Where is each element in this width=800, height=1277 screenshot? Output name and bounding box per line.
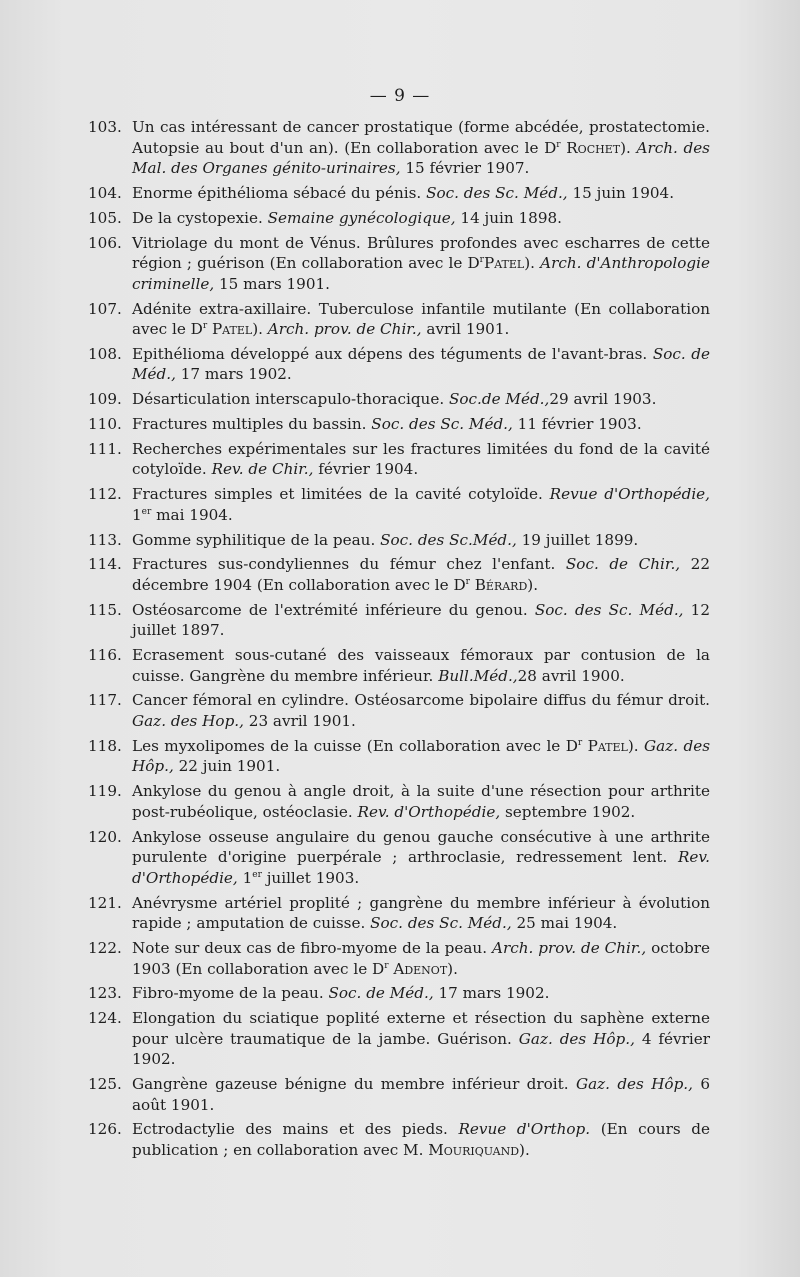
journal-citation: Revue d'Orthop. [458,1120,591,1139]
bibliography-entry [88,183,710,204]
bibliography-entry [88,554,710,595]
entry-text [132,736,710,777]
entry-text [132,117,710,179]
entry-text-segment: 22 juin 1901. [173,757,281,776]
entry-text [132,344,710,385]
entry-text [132,233,710,295]
entry-text-segment: ). [627,736,645,755]
entry-number: 104. [88,183,122,202]
entry-text-segment: r [384,960,389,971]
entry-text [132,530,710,551]
entry-number: 107. [88,299,122,318]
entry-number: 106. [88,233,122,252]
entry-text-segment: 15 février 1907. [400,159,530,178]
entry-text [132,893,710,934]
journal-citation: Semaine gynécologique, [267,208,456,227]
journal-citation: Arch. d'Anthropologie criminelle, [132,254,710,293]
entry-text [132,600,710,641]
entry-text-segment: 14 juin 1898. [455,208,562,227]
entry-text-segment: 15 juin 1904. [567,183,675,202]
journal-citation: Revue d'Orthopédie, [549,485,710,504]
entry-number: 119. [88,782,122,801]
entry-text-segment: février 1904. [313,460,419,479]
entry-text-segment: Ankylose osseuse angulaire du genou gauche consécutive à une arthrite purulente d'origine puerpérale ; arthroclasie, redressement lent. [132,827,710,867]
entry-text-segment: r [202,321,208,332]
entry-text [132,781,710,822]
bibliography-entry [88,893,710,934]
bibliography-entry [88,439,710,480]
bibliography-entry [88,781,710,822]
entry-text-segment: Note sur deux cas de fibro-myome de la peau. [132,938,492,957]
entry-text-segment: 17 mars 1902. [175,365,292,384]
entry-text-segment: 12 juillet 1897. [132,600,710,640]
journal-citation: Soc. de Chir., [565,555,681,574]
journal-citation: Soc. des Sc.Méd., [380,530,517,549]
author-name: Adenot [393,959,448,978]
entry-text [132,208,710,229]
entry-text-segment: septembre 1902. [500,802,636,821]
entry-text-segment: Ectrodactylie des mains et des pieds. [132,1120,459,1139]
entry-text-segment: Adénite extra-axillaire. Tuberculose infantile mutilante (En collaboration avec le D [132,299,710,339]
bibliography-entry [88,690,710,731]
entry-number: 108. [88,344,122,363]
entry-text-segment: 23 avril 1901. [243,712,356,731]
entry-text [132,690,710,731]
author-name: Mouriquand [428,1141,520,1160]
entry-text-segment: Recherches expérimentales sur les fractures limitées du fond de la cavité cotyloïde. [132,439,710,479]
entry-text-segment: 1 [132,505,142,524]
entry-text-segment: r [556,139,561,150]
entry-text-segment: 22 décembre 1904 (En collaboration avec le D [132,555,710,594]
entry-text-segment: ). [447,959,458,978]
bibliography-entry [88,299,710,340]
entry-text-segment: Ecrasement sous-cutané des vaisseaux fémoraux par contusion de la cuisse. Gangrène du membre inférieur. [132,646,710,685]
journal-citation: Bull.Méd., [438,666,518,685]
entry-text-segment: De la cystopexie. [132,208,268,227]
entry-text-segment: ). [524,254,541,273]
entry-text-segment: Enorme épithélioma sébacé du pénis. [132,183,427,202]
bibliography-entry [88,530,710,551]
page-number: — 9 — [369,86,431,106]
entry-text-segment: er [141,506,152,517]
author-name: Patel [587,736,628,755]
entry-text-segment: avril 1901. [421,320,510,339]
author-name: Patel [483,254,525,273]
bibliography-entry [88,344,710,385]
bibliography-entry [88,1008,710,1070]
entry-number: 114. [88,555,122,574]
entry-text-segment: Epithélioma développé aux dépens des téguments de l'avant-bras. [132,344,653,363]
journal-citation: Rev. de Chir., [211,460,314,479]
entry-text [132,1008,710,1070]
entry-text-segment: 25 mai 1904. [511,914,618,933]
entry-number: 124. [88,1009,122,1028]
entry-text-segment: Vitriolage du mont de Vénus. Brûlures profondes avec escharres de cette région ; guérison (En collaboration avec le D [132,233,710,273]
entry-number: 118. [88,736,122,755]
bibliography-entry [88,117,710,179]
entry-number: 113. [88,530,122,549]
journal-citation: Gaz. des Hôp., [575,1075,693,1094]
entry-text-segment: ). [519,1141,530,1160]
journal-citation: Arch. prov. de Chir., [267,320,422,339]
entry-text-segment: er [252,869,262,880]
entry-text-segment: Un cas intéressant de cancer prostatique (forme abcédée, prostatectomie. Autopsie au bout d'un an). (En collaboration avec le D [132,118,710,157]
bibliography-entry [88,645,710,686]
entry-text-segment: Elongation du sciatique poplité externe et résection du saphène externe pour ulcère traumatique de la jambe. Guérison. [132,1009,710,1048]
bibliography-entry [88,938,710,979]
entry-number: 103. [88,118,122,136]
journal-citation: Soc.de Méd., [448,390,550,409]
entry-text-segment: 29 avril 1903. [549,390,657,409]
entry-text-segment: r [479,255,484,266]
entry-number: 115. [88,600,122,619]
journal-citation: Soc. des Sc. Méd., [370,914,512,933]
entry-text-segment: Gangrène gazeuse bénigne du membre inférieur droit. [132,1075,576,1094]
entry-text-segment: 6 août 1901. [132,1075,710,1114]
entry-number: 105. [88,208,122,227]
entry-text [132,414,710,435]
entry-text-segment: 28 avril 1900. [517,666,625,685]
entry-text-segment: 19 juillet 1899. [516,530,639,549]
bibliography-entry [88,484,710,525]
bibliography-entry [88,827,710,889]
entry-text-segment: r [465,576,470,587]
entry-text-segment: ). [620,138,637,157]
bibliography-entry [88,983,710,1004]
journal-citation: Soc. des Sc. Méd., [371,415,513,434]
entry-number: 112. [88,485,122,504]
entry-text-segment: Les myxolipomes de la cuisse (En collaboration avec le D [132,736,578,755]
entry-text-segment: 15 mars 1901. [214,274,330,293]
entry-text-segment: Fractures sus-condyliennes du fémur chez l'enfant. [132,555,566,574]
entry-text-segment: ). [527,575,539,594]
bibliography-entry [88,233,710,295]
entry-text-segment: mai 1904. [151,505,233,524]
entry-number: 123. [88,984,122,1003]
journal-citation: Rev. d'Orthopédie, [357,802,501,821]
entry-number: 109. [88,390,122,409]
entry-text [132,1119,710,1160]
bibliography-entry [88,600,710,641]
entry-text-segment: ). [252,320,268,339]
entry-text-segment: 4 février 1902. [132,1029,710,1069]
entry-text [132,439,710,480]
entry-text-segment: Désarticulation interscapulo-thoracique. [132,390,449,409]
entry-text-segment: Fractures multiples du bassin. [132,415,372,434]
entry-number: 117. [88,691,122,710]
entry-text [132,938,710,979]
entry-text [132,183,710,204]
entry-number: 126. [88,1120,122,1139]
journal-citation: Soc. des Sc. Méd., [426,183,568,202]
entry-text [132,827,710,889]
entry-text [132,983,710,1004]
entry-text [132,554,710,595]
author-name: Patel [211,320,253,339]
bibliography-entry [88,414,710,435]
journal-citation: Soc. des Sc. Méd., [534,600,684,619]
entry-number: 120. [88,827,122,846]
journal-citation: Arch. prov. de Chir., [492,938,647,957]
journal-citation: Gaz. des Hôp., [518,1029,635,1048]
entry-text-segment: Gomme syphilitique de la peau. [132,530,381,549]
author-name: Bérard [474,575,528,594]
entry-text-segment: octobre 1903 (En collaboration avec le D [132,938,710,978]
entry-text-segment: Cancer fémoral en cylindre. Ostéosarcome bipolaire diffus du fémur droit. [132,691,710,710]
entry-text [132,299,710,340]
entry-text-segment: Anévrysme artériel proplité ; gangrène du membre inférieur à évolution rapide ; amputation de cuisse. [132,893,710,933]
entry-number: 111. [88,439,122,458]
journal-citation: Soc. de Méd., [132,344,710,384]
entry-text-segment: 1 [237,868,253,887]
journal-citation: Soc. de Méd., [328,984,434,1003]
entry-text-segment: r [577,737,583,748]
entry-text [132,1074,710,1115]
bibliography-list [88,117,710,1165]
bibliography-entry [88,736,710,777]
bibliography-entry [88,208,710,229]
journal-citation: Gaz. des Hop., [132,712,244,731]
bibliography-entry [88,1119,710,1160]
entry-number: 125. [88,1075,122,1094]
entry-text [132,645,710,686]
journal-citation: Rev. d'Orthopédie, [132,848,710,887]
entry-text-segment: 17 mars 1902. [433,984,550,1003]
entry-text-segment: Fractures simples et limitées de la cavité cotyloïde. [132,485,550,504]
entry-text-segment: 11 février 1903. [512,415,642,434]
entry-text [132,484,710,525]
entry-number: 122. [88,938,122,957]
entry-text-segment: Fibro-myome de la peau. [132,984,329,1003]
entry-number: 121. [88,893,122,912]
entry-text-segment: Ankylose du genou à angle droit, à la suite d'une résection pour arthrite post-rubéolique, ostéoclasie. [132,782,710,821]
entry-text-segment: juillet 1903. [261,868,360,887]
entry-number: 116. [88,646,122,665]
entry-number: 110. [88,415,122,434]
journal-citation: Gaz. des Hôp., [132,736,710,776]
journal-citation: Arch. des Mal. des Organes génito-urinaires, [132,138,710,178]
entry-text [132,389,710,410]
entry-text-segment: (En cours de publication ; en collaboration avec M. [132,1120,710,1160]
entry-text-segment: Ostéosarcome de l'extrémité inférieure du genou. [132,600,535,619]
bibliography-entry [88,389,710,410]
author-name: Rochet [566,138,621,157]
bibliography-entry [88,1074,710,1115]
